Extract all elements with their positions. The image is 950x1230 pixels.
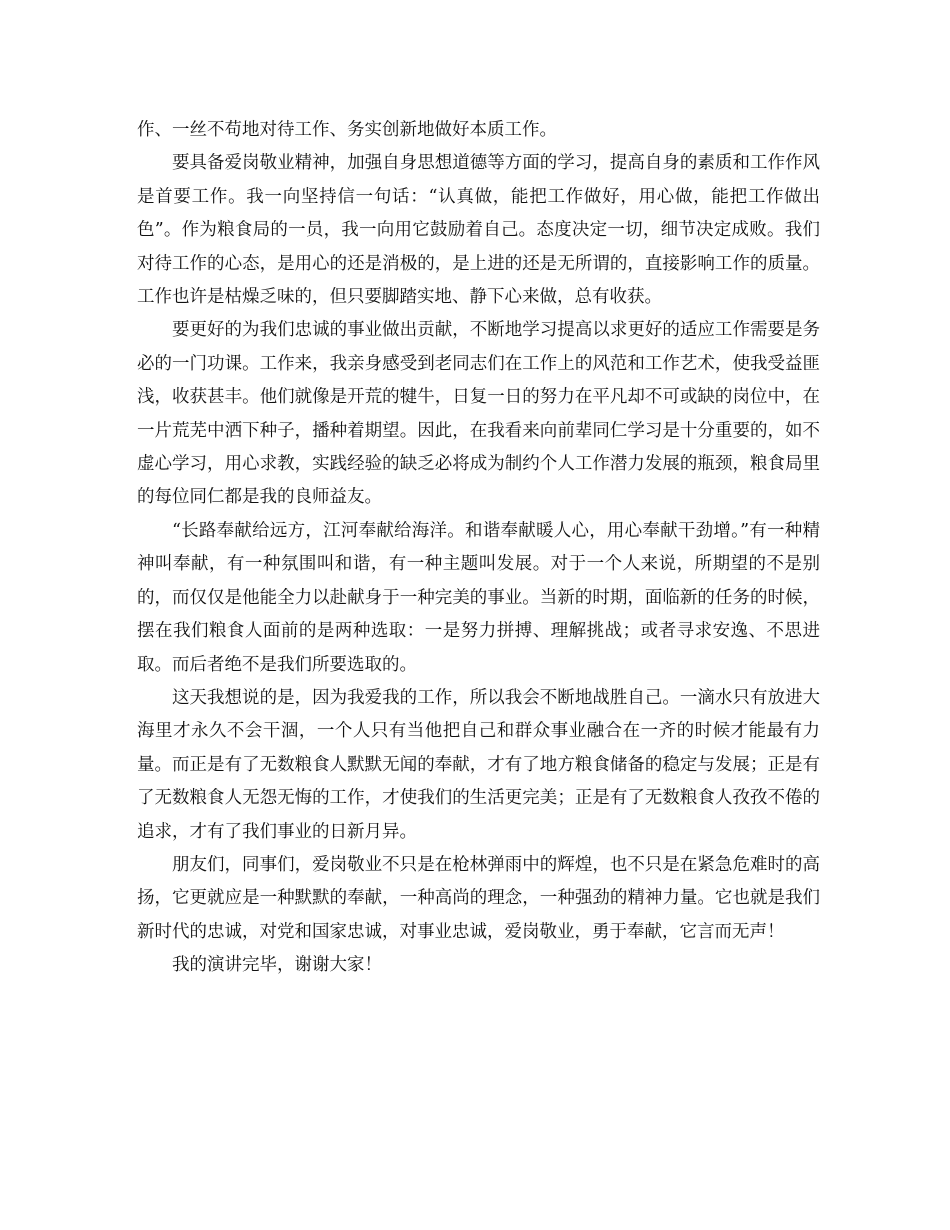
paragraph-continuation: 作、一丝不苟地对待工作、务实创新地做好本质工作。 bbox=[137, 120, 557, 140]
paragraph-dedication-spirit: 要具备爱岗敬业精神，加强自身思想道德等方面的学习，提高自身的素质和工作作风是首要工作。我一向坚持信一句话：“认真做，能把工作做好，用心做，能把工作做出色”。作为粮食局的一员，我一向用它鼓励着自己。态度决定一切，细节决定成败。我们对待工作的心态，是用心的还是消极的，是上进的还是无所谓的，直接影响工作的质量。工作也许是枯燥乏味的，但只要脚踏实地、静下心来做，总有收获。 bbox=[137, 153, 820, 308]
paragraph-friends-colleagues: 朋友们，同事们，爱岗敬业不只是在枪林弹雨中的辉煌，也不只是在紧急危难时的高扬，它更就应是一种默默的奉献，一种高尚的理念，一种强劲的精神力量。它也就是我们新时代的忠诚，对党和国家忠诚，对事业忠诚，爱岗敬业，勇于奉献，它言而无声！ bbox=[137, 854, 820, 942]
paragraph-closing: 我的演讲完毕，谢谢大家！ bbox=[172, 955, 382, 976]
paragraph-learning: 要更好的为我们忠诚的事业做出贡献，不断地学习提高以求更好的适应工作需要是务必的一门功课。工作来，我亲身感受到老同志们在工作上的风范和工作艺术，使我受益匪浅，收获甚丰。他们就像是开荒的犍牛，日复一日的努力在平凡却不可或缺的岗位中，在一片荒芜中洒下种子，播种着期望。因此，在我看来向前辈同仁学习是十分重要的，如不虚心学习，用心求教，实践经验的缺乏必将成为制约个人工作潜力发展的瓶颈，粮食局里的每位同仁都是我的良师益友。 bbox=[137, 320, 820, 508]
document-body bbox=[137, 114, 820, 983]
paragraph-devotion-quote: “长路奉献给远方，江河奉献给海洋。和谐奉献暖人心，用心奉献干劲增。”有一种精神叫奉献，有一种氛围叫和谐，有一种主题叫发展。对于一个人来说，所期望的不是别的，而仅仅是他能全力以赴献身于一种完美的事业。当新的时期，面临新的任务的时候，摆在我们粮食人面前的是两种选取：一是努力拼搏、理解挑战；或者寻求安逸、不思进取。而后者绝不是我们所要选取的。 bbox=[137, 520, 820, 675]
paragraph-love-work: 这天我想说的是，因为我爱我的工作，所以我会不断地战胜自己。一滴水只有放进大海里才永久不会干涸，一个人只有当他把自己和群众事业融合在一齐的时候才能最有力量。而正是有了无数粮食人默默无闻的奉献，才有了地方粮食储备的稳定与发展；正是有了无数粮食人无怨无悔的工作，才使我们的生活更完美；正是有了无数粮食人孜孜不倦的追求，才有了我们事业的日新月异。 bbox=[137, 687, 820, 842]
